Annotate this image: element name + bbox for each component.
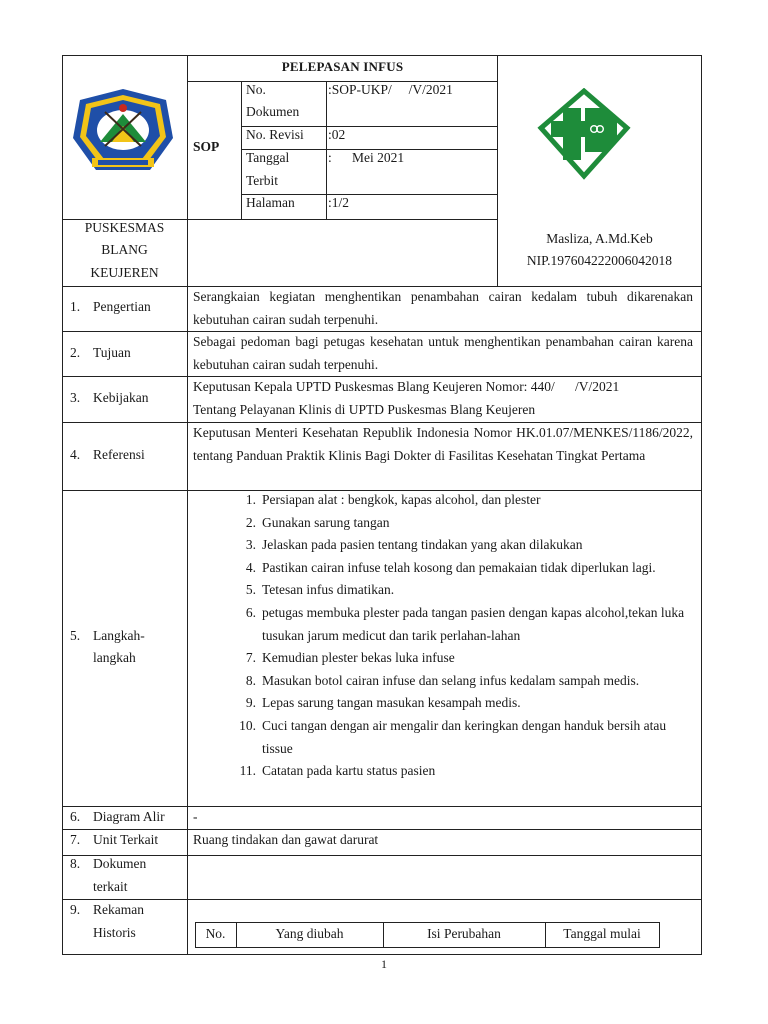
- langkah-step-number: 1.: [245, 492, 256, 507]
- rekaman-header-yang-diubah: Yang diubah: [275, 926, 344, 941]
- section-num-referensi: 4.: [70, 447, 81, 462]
- langkah-step-text: Kemudian plester bekas luka infuse: [262, 650, 455, 666]
- section-label-kebijakan: Kebijakan: [93, 390, 149, 405]
- kebijakan-line2: Tentang Pelayanan Klinis di UPTD Puskesmas Blang Keujeren: [193, 402, 536, 417]
- rekaman-header-tanggal-mulai: Tanggal mulai: [563, 926, 641, 941]
- org-name-line2: BLANG: [101, 242, 148, 257]
- langkah-step-item: [236, 489, 696, 512]
- langkah-step-item: [236, 602, 696, 647]
- tujuan-text: Sebagai pedoman bagi petugas kesehatan untuk menghentikan penambahan cairan karena kebutuhan cairan sudah terpenuhi.: [193, 334, 693, 372]
- section-num-dokumen: 8.: [70, 856, 81, 871]
- langkah-step-item: [236, 579, 696, 602]
- langkah-step-text: Catatan pada kartu status pasien: [262, 763, 436, 779]
- rekaman-header-no: No.: [205, 926, 226, 941]
- meta-label-tanggal-1: Tanggal: [246, 150, 290, 165]
- langkah-step-text: Masukan botol cairan infuse dan selang infus kedalam sampah medis.: [262, 672, 640, 688]
- langkah-step-item: [236, 670, 696, 693]
- sop-label: SOP: [193, 139, 220, 154]
- section-label-dokumen-1: Dokumen: [93, 856, 147, 871]
- unit-text: Ruang tindakan dan gawat darurat: [193, 832, 379, 847]
- meta-value-halaman: :1/2: [328, 195, 350, 210]
- langkah-step-text: Pastikan cairan infuse telah kosong dan pemakaian tidak diperlukan lagi.: [262, 559, 656, 575]
- section-num-unit: 7.: [70, 832, 81, 847]
- langkah-steps-list: [236, 489, 696, 783]
- meta-label-no-revisi: No. Revisi: [246, 127, 304, 142]
- langkah-step-number: 7.: [245, 650, 256, 666]
- section-num-pengertian: 1.: [70, 299, 81, 314]
- page-number: 1: [381, 957, 387, 971]
- section-label-diagram: Diagram Alir: [93, 809, 165, 824]
- meta-value-no-dokumen: :SOP-UKP/ /V/2021: [328, 82, 453, 97]
- langkah-step-item: [236, 557, 696, 580]
- section-num-kebijakan: 3.: [70, 390, 81, 405]
- regency-emblem-logo: [70, 86, 176, 176]
- langkah-step-number: 11.: [239, 763, 256, 779]
- meta-label-no-dokumen-1: No.: [246, 82, 266, 97]
- section-num-langkah: 5.: [70, 628, 81, 643]
- pengertian-text: Serangkaian kegiatan menghentikan penambahan cairan kedalam tubuh dikarenakan kebutuhan cairan sudah terpenuhi.: [193, 289, 693, 327]
- langkah-step-text: Lepas sarung tangan masukan kesampah medis.: [262, 695, 521, 711]
- langkah-step-item: [236, 692, 696, 715]
- meta-value-no-revisi: :02: [328, 127, 346, 142]
- section-label-rekaman-1: Rekaman: [93, 902, 144, 917]
- section-label-referensi: Referensi: [93, 447, 145, 462]
- langkah-step-text: Cuci tangan dengan air mengalir dan keringkan dengan handuk bersih atau tissue: [262, 717, 667, 756]
- section-num-tujuan: 2.: [70, 345, 81, 360]
- langkah-step-text: Persiapan alat : bengkok, kapas alcohol, dan plester: [262, 492, 541, 507]
- document-title: PELEPASAN INFUS: [281, 59, 404, 74]
- signer-nip: NIP.197604222006042018: [526, 253, 673, 268]
- diagram-text: -: [193, 809, 198, 824]
- langkah-step-text: petugas membuka plester pada tangan pasien dengan kapas alcohol,tekan luka tusukan jarum medicut dan tarik perlahan-lahan: [262, 604, 685, 643]
- signer-name: Masliza, A.Md.Keb: [546, 231, 653, 246]
- langkah-step-item: [236, 512, 696, 535]
- section-label-tujuan: Tujuan: [93, 345, 131, 360]
- langkah-step-text: Gunakan sarung tangan: [262, 514, 390, 530]
- meta-label-tanggal-2: Terbit: [246, 173, 279, 188]
- rekaman-header-isi-perubahan: Isi Perubahan: [427, 926, 501, 941]
- langkah-step-item: [236, 534, 696, 557]
- section-label-pengertian: Pengertian: [93, 299, 151, 314]
- section-num-diagram: 6.: [70, 809, 81, 824]
- kebijakan-line1: Keputusan Kepala UPTD Puskesmas Blang Keujeren Nomor: 440/ /V/2021: [193, 379, 620, 394]
- langkah-step-number: 4.: [245, 559, 256, 575]
- langkah-step-number: 3.: [245, 537, 256, 553]
- langkah-step-item: [236, 647, 696, 670]
- meta-label-no-dokumen-2: Dokumen: [246, 104, 300, 119]
- langkah-step-number: 9.: [245, 695, 256, 711]
- langkah-step-number: 6.: [245, 604, 256, 620]
- section-label-rekaman-2: Historis: [93, 925, 136, 940]
- langkah-step-number: 5.: [245, 582, 256, 598]
- section-num-rekaman: 9.: [70, 902, 81, 917]
- puskesmas-logo: [537, 88, 631, 180]
- section-label-langkah-1: Langkah-: [93, 628, 145, 643]
- meta-value-tanggal: : Mei 2021: [328, 150, 405, 165]
- section-label-unit: Unit Terkait: [93, 832, 159, 847]
- section-label-dokumen-2: terkait: [93, 879, 128, 894]
- langkah-step-item: [236, 715, 696, 760]
- section-label-langkah-2: langkah: [93, 650, 136, 665]
- meta-label-halaman: Halaman: [246, 195, 295, 210]
- referensi-text: Keputusan Menteri Kesehatan Republik Indonesia Nomor HK.01.07/MENKES/1186/2022, tentang Panduan Praktik Klinis Bagi Dokter di Fasilitas Kesehatan Tingkat Pertama: [193, 425, 693, 463]
- org-name-line1: PUSKESMAS: [84, 220, 165, 235]
- langkah-step-text: Tetesan infus dimatikan.: [262, 582, 395, 598]
- langkah-step-item: [236, 760, 696, 783]
- langkah-step-text: Jelaskan pada pasien tentang tindakan yang akan dilakukan: [262, 537, 583, 553]
- langkah-step-number: 2.: [245, 514, 256, 530]
- langkah-step-number: 8.: [245, 672, 256, 688]
- langkah-step-number: 10.: [239, 717, 256, 733]
- org-name-line3: KEUJEREN: [90, 265, 159, 280]
